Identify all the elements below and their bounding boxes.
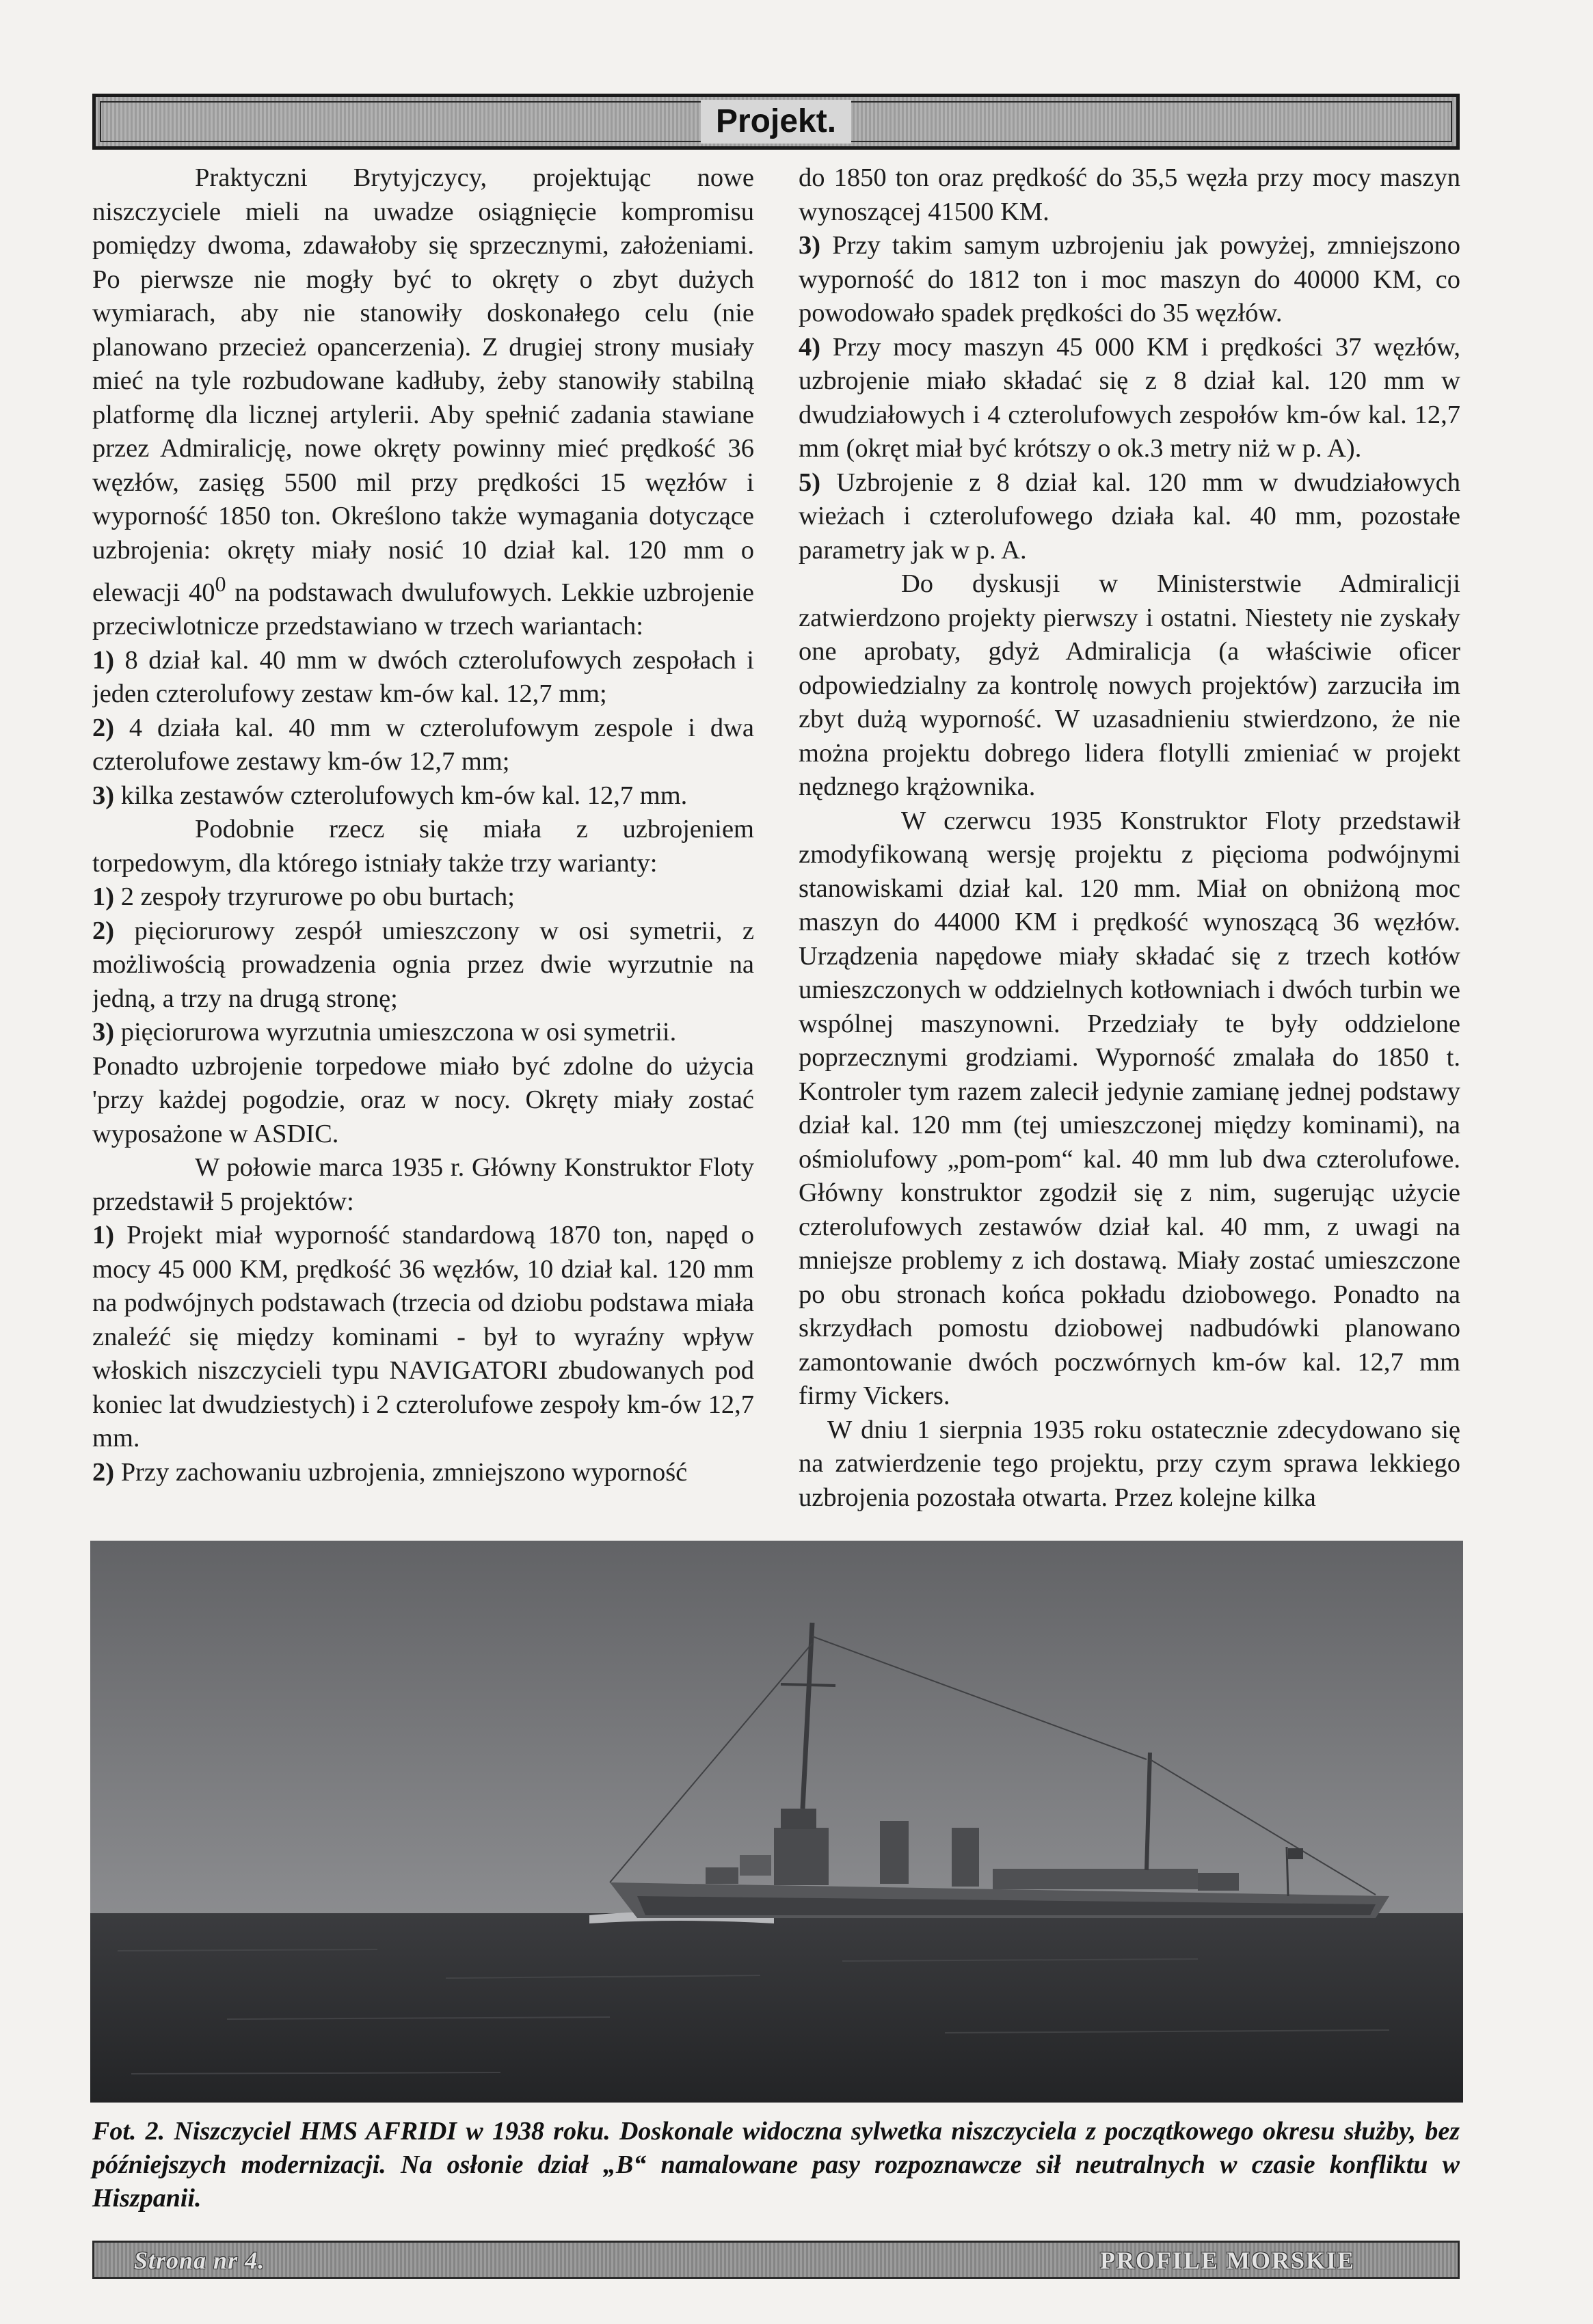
paragraph: Ponadto uzbrojenie torpedowe miało być zdolne do użycia 'przy każdej pogodzie, oraz w nocy. Okręty miały zostać wyposażone w ASDIC. [92,1051,754,1148]
bridge [774,1828,829,1885]
fore-yard [781,1684,835,1686]
list-text: 8 dział kal. 40 mm w dwóch czterolufowych zespołach i jeden czterolufowy zestaw km-ów kal. 12,7 mm; [92,645,754,709]
aft-gun [1198,1873,1239,1891]
ship-photo [90,1541,1463,2103]
photo-caption: Fot. 2. Niszczyciel HMS AFRIDI w 1938 roku. Doskonale widoczna sylwetka niszczyciela z początkowego okresu służby, bez późniejszych modernizacji. Na osłonie dział „B“ namalowane pasy rozpoznawcze sił neutralnych w czasie konfliktu w Hiszpanii. [92,2117,1460,2213]
list-text: Przy takim samym uzbrojeniu jak powyżej, zmniejszono wyporność do 1812 ton i moc maszyn do 40000 KM, co powodowało spadek prędkości do 35 węzłów. [799,231,1460,327]
list-number: 1) [92,645,115,675]
list-item [92,644,754,712]
list-item [799,331,1460,466]
sea [90,1913,1463,2103]
page-footer [92,2241,1460,2279]
list-item [92,915,754,1016]
list-number: 3) [92,781,115,810]
list-number: 4) [799,332,821,362]
list-number: 2) [92,916,115,945]
list-item [799,466,1460,568]
list-item [799,229,1460,331]
forward-gun-b [740,1855,771,1876]
section-title: Projekt. [701,100,851,144]
bridge-top [781,1809,816,1829]
paragraph: W połowie marca 1935 r. Główny Konstruktor Floty przedstawił 5 projektów: [92,1153,754,1216]
funnel-rear [952,1828,979,1887]
page-number: Strona nr 4. [134,2247,265,2274]
list-text: kilka zestawów czterolufowych km-ów kal. 12,7 mm. [114,781,688,810]
list-number: 5) [799,468,821,497]
paragraph: Do dyskusji w Ministerstwie Admiralicji zatwierdzono projekty pierwszy i ostatni. Niestety nie zyskały one aprobaty, gdyż Admiralicja (a właściwie oficer odpowiedzialny za kontrolę nowych projektów) zarzuciła im zbyt dużą wyporność. W uzasadnieniu stwierdzono, że nie można projektu dobrego lidera flotylli zmieniać w projekt nędznego krążownika. [799,569,1460,801]
list-number: 3) [92,1018,115,1047]
list-text: Projekt miał wyporność standardową 1870 ton, napęd o mocy 45 000 KM, prędkość 36 węzłów, 10 dział kal. 120 mm na podwójnych podstawach (trzecia od dziobu podstawa miała znaleźć się między kominami - był to wyraźny wpływ włoskich niszczycieli typu NAVIGATORI zbudowanych pod koniec lat dwudziestych) i 2 czterolufowe zespoły km-ów 12,7 mm. [92,1221,754,1453]
destroyer-illustration [90,1541,1463,2103]
ensign-staff [1287,1847,1288,1896]
paragraph: Podobnie rzecz się miała z uzbrojeniem torpedowym, dla którego istniały także trzy warianty: [92,815,754,878]
list-item [92,1456,754,1490]
list-number: 1) [92,1221,115,1250]
paragraph-text-end: na podstawach dwulufowych. Lekkie uzbrojenie przeciwlotnicze przedstawiano w trzech wariantach: [92,578,754,641]
list-item [92,1016,754,1050]
paragraph-text: Praktyczni Brytyjczycy, projektując nowe niszczyciele mieli na uwadze osiągnięcie kompromisu pomiędzy dwoma, zdawałoby się sprzecznymi, założeniami. Po pierwsze nie mogły być to okręty o zbyt dużych wymiarach, aby nie stanowiły doskonałego celu (nie planowano przecież opancerzenia). Z drugiej strony musiały mieć na tyle rozbudowane kadłuby, żeby stanowiły stabilną platformę dla licznej artylerii. Aby spełnić zadania stawiane przez Admiralicję, nowe okręty powinny mieć prędkość 36 węzłów, zasięg 5500 mil przy prędkości 15 węzłów i wyporność 1850 ton. Określono także wymagania dotyczące uzbrojenia: okręty miały nosić 10 dział kal. 120 mm o elewacji 40 [92,163,754,607]
list-text: pięciorurowa wyrzutnia umieszczona w osi symetrii. [114,1018,677,1047]
list-number: 1) [92,882,115,912]
list-text: Przy zachowaniu uzbrojenia, zmniejszono wyporność [114,1457,688,1487]
list-number: 2) [92,713,115,742]
list-text: Uzbrojenie z 8 dział kal. 120 mm w dwudziałowych wieżach i czterolufowego działa kal. 40 mm, pozostałe parametry jak w p. A. [799,468,1460,565]
section-header-bar [92,94,1460,150]
magazine-title: PROFILE MORSKIE [1099,2247,1355,2274]
paragraph: W dniu 1 sierpnia 1935 roku ostatecznie zdecydowano się na zatwierdzenie tego projektu, przy czym sprawa lekkiego uzbrojenia pozostała otwarta. Przez kolejne kilka [799,1415,1460,1512]
paragraph: do 1850 ton oraz prędkość do 35,5 węzła przy mocy maszyn wynoszącej 41500 KM. [799,163,1460,226]
list-number: 3) [799,231,821,260]
paragraph [92,161,754,644]
funnel-front [880,1821,909,1884]
list-text: pięciorurowy zespół umieszczony w osi symetrii, z możliwością prowadzenia ognia przez dwie wyrzutnie na jedną, a trzy na drugą stronę; [92,916,754,1013]
list-item [92,712,754,779]
ensign [1288,1848,1303,1859]
right-column [799,161,1460,1527]
list-text: 2 zespoły trzyrurowe po obu burtach; [114,882,515,912]
list-text: 4 działa kal. 40 mm w czterolufowym zespole i dwa czterolufowe zestawy km-ów 12,7 mm; [92,713,754,776]
list-text: Przy mocy maszyn 45 000 KM i prędkości 37 węzłów, uzbrojenie miało składać się z 8 dział kal. 120 mm w dwudziałowych i 4 czterolufowych zespołów km-ów kal. 12,7 mm (okręt miał być krótszy o ok.3 metry niż w p. A). [799,332,1460,463]
list-item [92,1219,754,1456]
superstructure-mid [993,1869,1198,1889]
degree-superscript: 0 [215,571,226,596]
list-number: 2) [92,1457,115,1487]
forward-gun-a [706,1867,738,1884]
list-item [92,779,754,813]
left-column [92,161,754,1527]
list-item [92,880,754,915]
paragraph: W czerwcu 1935 Konstruktor Floty przedstawił zmodyfikowaną wersję projektu z pięcioma podwójnymi stanowiskami dział kal. 120 mm. Miał on obniżoną moc maszyn do 44000 KM i prędkość wynoszącą 36 węzłów. Urządzenia napędowe miały składać się z trzech kotłów umieszczonych w oddzielnych kotłowniach i dwóch turbin we wspólnej maszynowni. Przedziały te były oddzielone poprzecznymi grodziami. Wyporność zmalała do 1850 t. Kontroler tym razem zalecił jedynie zamianę jednej podstawy dział kal. 120 mm (tej umieszczonej między kominami), na ośmiolufowy „pom-pom“ kal. 40 mm lub dwa czterolufowe. Główny konstruktor zgodził się z nim, sugerując użycie czterolufowych zestawów dział kal. 40 mm, z uwagi na mniejsze problemy z ich dostawą. Miały zostać umieszczone po obu stronach końca pokładu dziobowego. Ponadto na skrzydłach pomostu dziobowej nadbudówki planowano zamontowanie dwóch poczwórnych km-ów kal. 12,7 mm firmy Vickers. [799,806,1460,1410]
